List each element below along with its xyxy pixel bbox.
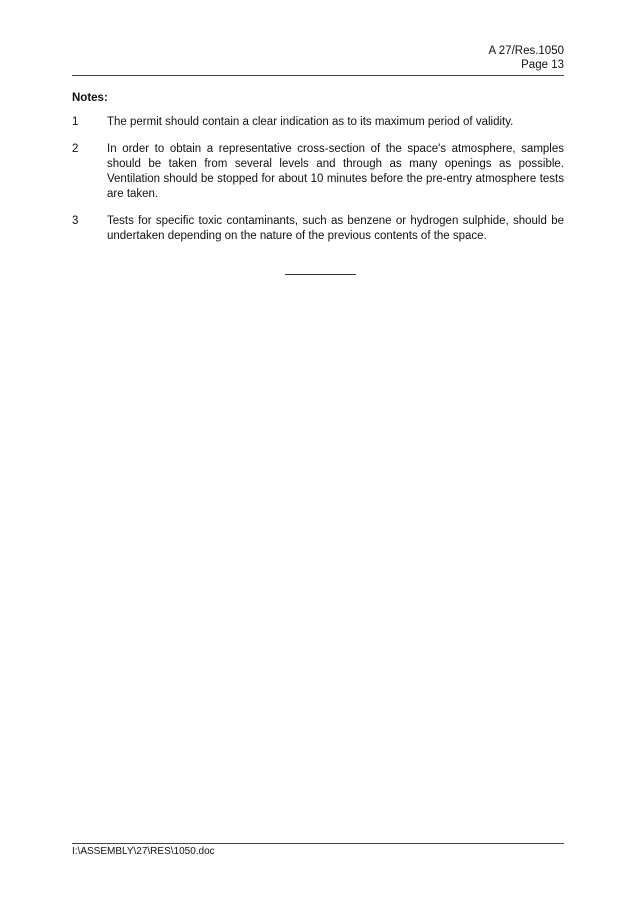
- note-number: 2: [72, 143, 79, 155]
- note-text: In order to obtain a representative cross-section of the space's atmosphere, samples should be taken from several levels and through as many openings as possible. Ventilation should be stopped for about 10 minutes before the pre-entry atmosphere tests are taken.: [107, 143, 564, 200]
- note-item: [72, 115, 564, 130]
- header-divider: [72, 75, 564, 76]
- notes-heading: Notes:: [72, 92, 108, 104]
- note-item: [72, 214, 564, 244]
- note-number: 3: [72, 215, 79, 227]
- document-reference: A 27/Res.1050: [488, 45, 564, 57]
- end-of-text-line: [285, 274, 356, 275]
- file-path: I:\ASSEMBLY\27\RES\1050.doc: [72, 846, 215, 857]
- footer-divider: [72, 843, 564, 844]
- note-text: Tests for specific toxic contaminants, such as benzene or hydrogen sulphide, should be undertaken depending on the nature of the previous contents of the space.: [107, 215, 564, 242]
- note-item: [72, 142, 564, 202]
- note-number: 1: [72, 116, 79, 128]
- page-number: Page 13: [521, 59, 564, 71]
- note-text: The permit should contain a clear indication as to its maximum period of validity.: [107, 116, 514, 128]
- notes-list: [72, 115, 564, 256]
- page-header: [489, 44, 564, 72]
